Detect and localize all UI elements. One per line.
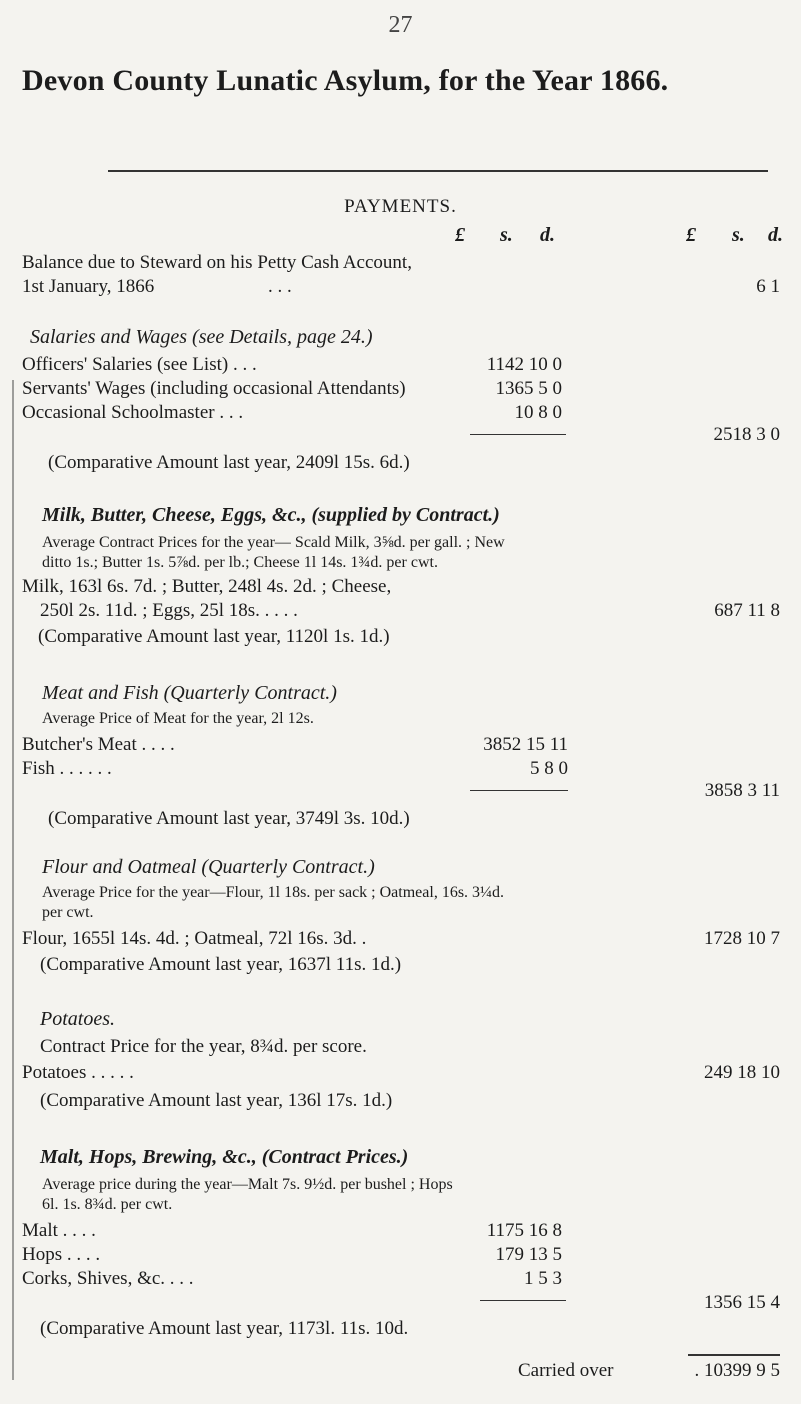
flour-total: 1728 10 7 — [704, 928, 780, 949]
meat-sum-rule — [470, 790, 568, 791]
milk-comparative: (Comparative Amount last year, 1120l 1s. 1d.) — [38, 626, 390, 647]
salaries-row-label: Servants' Wages (including occasional Attendants) — [22, 378, 406, 399]
flour-line: Flour, 1655l 14s. 4d. ; Oatmeal, 72l 16s. 3d. . — [22, 928, 367, 949]
balance-dots: . . . — [268, 276, 292, 297]
carried-rule — [688, 1354, 780, 1356]
potatoes-comparative: (Comparative Amount last year, 136l 17s. 1d.) — [40, 1090, 393, 1111]
salaries-row-amount: 1142 10 0 — [486, 354, 562, 375]
flour-title: Flour and Oatmeal (Quarterly Contract.) — [42, 856, 375, 878]
malt-row-label: Hops . . . . — [22, 1244, 101, 1265]
malt-sum-rule — [480, 1300, 566, 1301]
flour-note-1: Average Price for the year—Flour, 1l 18s. per sack ; Oatmeal, 16s. 3¼d. — [42, 884, 505, 901]
meat-total: 3858 3 11 — [704, 780, 780, 801]
salaries-total: 2518 3 0 — [713, 424, 780, 445]
milk-note-2: ditto 1s.; Butter 1s. 5⅞d. per lb.; Cheese 1l 14s. 1¾d. per cwt. — [42, 554, 438, 571]
meat-row-label: Butcher's Meat . . . . — [22, 734, 175, 755]
milk-line-1: Milk, 163l 6s. 7d. ; Butter, 248l 4s. 2d. ; Cheese, — [22, 576, 392, 597]
malt-title: Malt, Hops, Brewing, &c., (Contract Prices.) — [40, 1146, 409, 1168]
flour-note-2: per cwt. — [42, 904, 94, 921]
milk-total: 687 11 8 — [714, 600, 780, 621]
carried-total: . 10399 9 5 — [694, 1360, 780, 1381]
salaries-row-amount: 10 8 0 — [514, 402, 562, 423]
meat-comparative: (Comparative Amount last year, 3749l 3s. 10d.) — [48, 808, 410, 829]
salaries-sum-rule — [470, 434, 566, 435]
balance-total: 6 1 — [756, 276, 780, 297]
meat-row-label: Fish . . . . . . — [22, 758, 112, 779]
malt-total: 1356 15 4 — [704, 1292, 780, 1313]
col-shillings-1: s. — [500, 224, 513, 246]
meat-row-amount: 5 8 0 — [530, 758, 568, 779]
page-number: 27 — [388, 12, 413, 38]
balance-line-2: 1st January, 1866 — [22, 276, 155, 297]
balance-line-1: Balance due to Steward on his Petty Cash Account, — [22, 252, 412, 273]
page-title: Devon County Lunatic Asylum, for the Year 1866. — [22, 64, 669, 97]
potatoes-title: Potatoes. — [40, 1008, 115, 1030]
potatoes-note: Contract Price for the year, 8¾d. per score. — [40, 1036, 367, 1057]
milk-title: Milk, Butter, Cheese, Eggs, &c., (supplied by Contract.) — [42, 504, 500, 526]
milk-line-2: 250l 2s. 11d. ; Eggs, 25l 18s. . . . . — [40, 600, 298, 621]
potatoes-total: 249 18 10 — [704, 1062, 780, 1083]
meat-note: Average Price of Meat for the year, 2l 12s. — [42, 710, 314, 727]
carried-label: Carried over — [518, 1360, 614, 1381]
flour-comparative: (Comparative Amount last year, 1637l 11s. 1d.) — [40, 954, 402, 975]
salaries-row-amount: 1365 5 0 — [495, 378, 562, 399]
meat-row-amount: 3852 15 11 — [483, 734, 568, 755]
salaries-title: Salaries and Wages (see Details, page 24.) — [30, 326, 373, 348]
malt-row-amount: 1 5 3 — [524, 1268, 562, 1289]
malt-row-amount: 179 13 5 — [495, 1244, 562, 1265]
payments-heading: PAYMENTS. — [344, 196, 457, 217]
col-pence-2: d. — [768, 224, 783, 246]
malt-row-label: Malt . . . . — [22, 1220, 96, 1241]
malt-row-label: Corks, Shives, &c. . . . — [22, 1268, 194, 1289]
salaries-row-label: Officers' Salaries (see List) . . . — [22, 354, 257, 375]
malt-note-2: 6l. 1s. 8¾d. per cwt. — [42, 1196, 173, 1213]
meat-title: Meat and Fish (Quarterly Contract.) — [42, 682, 337, 704]
col-pence-1: d. — [540, 224, 555, 246]
col-pounds-1: £ — [455, 224, 465, 246]
salaries-row-label: Occasional Schoolmaster . . . — [22, 402, 244, 423]
margin-line — [12, 380, 14, 1380]
col-shillings-2: s. — [732, 224, 745, 246]
malt-comparative: (Comparative Amount last year, 1173l. 11s. 10d. — [40, 1318, 409, 1339]
milk-note-1: Average Contract Prices for the year— Scald Milk, 3⅝d. per gall. ; New — [42, 534, 505, 551]
salaries-comparative: (Comparative Amount last year, 2409l 15s. 6d.) — [48, 452, 410, 473]
potatoes-line: Potatoes . . . . . — [22, 1062, 134, 1083]
malt-row-amount: 1175 16 8 — [486, 1220, 562, 1241]
col-pounds-2: £ — [686, 224, 696, 246]
malt-note-1: Average price during the year—Malt 7s. 9½d. per bushel ; Hops — [42, 1176, 453, 1193]
title-rule — [108, 170, 768, 172]
